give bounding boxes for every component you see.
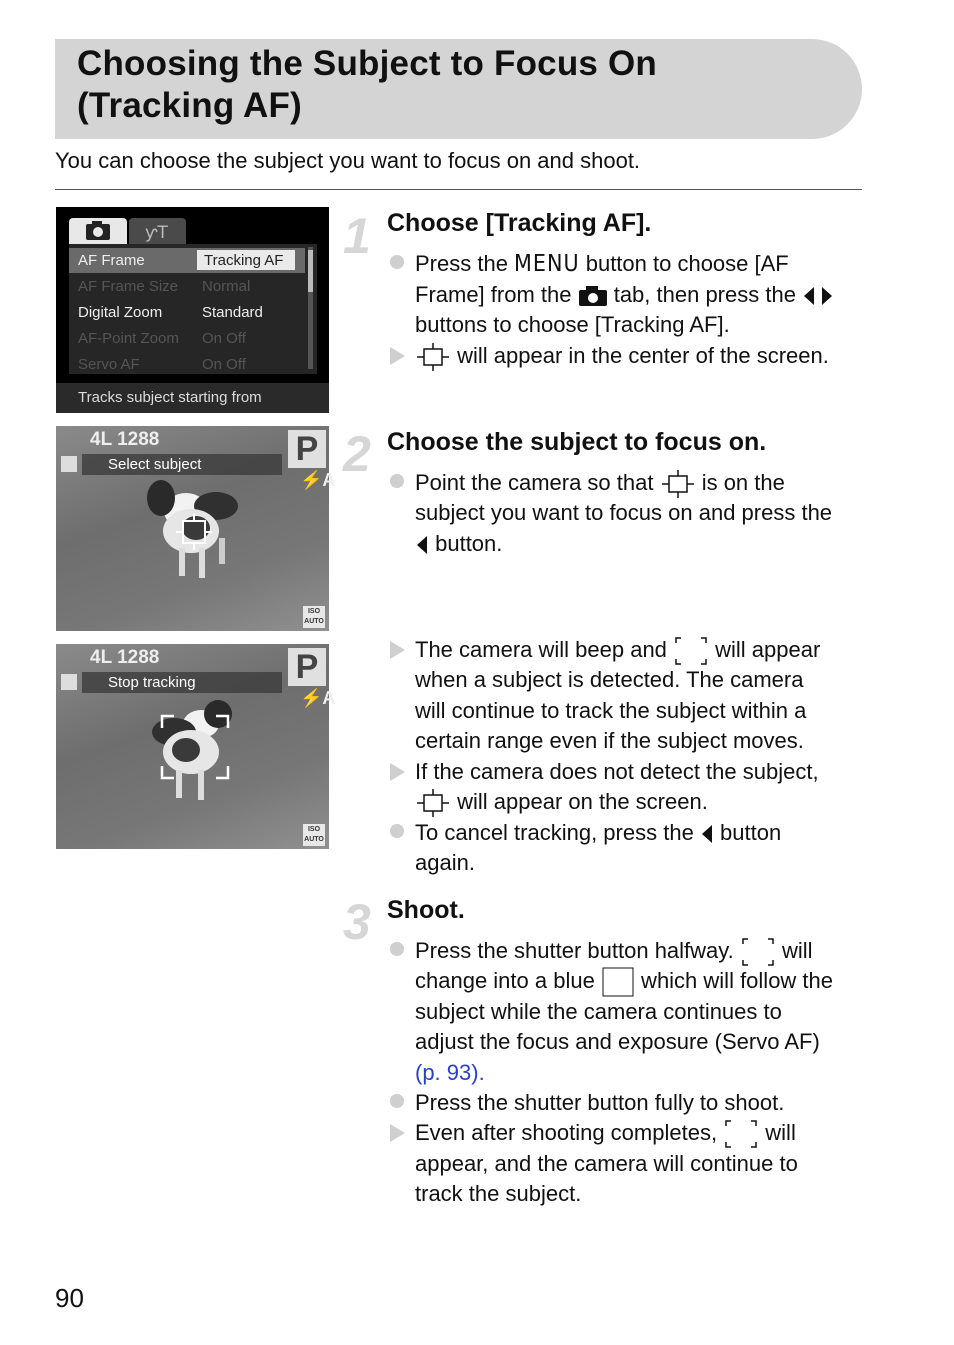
svg-text:ƴT: ƴT: [145, 223, 168, 243]
menu-hint: Tracks subject starting from: [56, 383, 329, 413]
left-right-arrows-icon: [802, 285, 834, 307]
status-bar: Select subject: [82, 454, 282, 475]
step-3-line: track the subject.: [415, 1181, 582, 1206]
step-2-line: will appear on the screen.: [415, 787, 708, 818]
camera-tab: [69, 218, 127, 244]
bullet-circle: [390, 942, 404, 956]
select-subject-screen: [56, 426, 336, 631]
divider: [55, 189, 862, 190]
tools-icon: [129, 218, 186, 244]
settings-tab: [129, 218, 186, 244]
step-1-heading: Choose [Tracking AF].: [387, 209, 652, 237]
iso-auto-icon: ISO AUTO: [303, 824, 325, 846]
menu-row-digital-zoom: Digital Zoom Standard: [78, 304, 263, 321]
flash-icon: ⚡A: [300, 470, 336, 490]
left-arrow-icon: [700, 823, 714, 845]
tracking-frame-icon: [673, 635, 709, 667]
flash-icon: ⚡A: [300, 688, 336, 708]
bullet-triangle: [390, 763, 405, 781]
step-2-line: The camera will beep and will appear: [415, 635, 820, 667]
menu-row-servo-af: Servo AF On Off: [78, 356, 246, 373]
left-arrow-icon: [415, 534, 429, 556]
page-reference-link[interactable]: (p. 93).: [415, 1060, 485, 1085]
step-2-line: certain range even if the subject moves.: [415, 728, 804, 753]
step-3-line: subject while the camera continues to: [415, 999, 782, 1024]
step-2-line: subject you want to focus on and press the: [415, 500, 833, 525]
title-line-1: Choosing the Subject to Focus On: [77, 44, 658, 83]
bullet-triangle: [390, 1124, 405, 1142]
title-banner: [55, 39, 862, 139]
bullet-triangle: [390, 347, 405, 365]
step-3-line: adjust the focus and exposure (Servo AF): [415, 1029, 820, 1054]
menu-row-af-frame: AF Frame Tracking AF: [69, 248, 305, 273]
camera-icon: [69, 218, 127, 244]
step-number-2: 2: [343, 426, 371, 482]
image-size-readout: 4L 1288: [90, 429, 160, 450]
page-title: [77, 43, 657, 127]
menu-row-af-point-zoom: AF-Point Zoom On Off: [78, 330, 246, 347]
iso-auto-icon: ISO AUTO: [303, 606, 325, 628]
step-3-line: appear, and the camera will continue to: [415, 1151, 798, 1176]
step-2-line: To cancel tracking, press the button: [415, 820, 782, 845]
tracking-frame-icon: [723, 1118, 759, 1150]
tracking-screen: [56, 644, 336, 849]
camera-menu-screen: [56, 207, 329, 413]
lock-icon: [61, 674, 77, 690]
step-2-line: If the camera does not detect the subject,: [415, 759, 819, 784]
title-line-2: (Tracking AF): [77, 86, 302, 125]
step-2-line: when a subject is detected. The camera: [415, 667, 804, 692]
bullet-circle: [390, 474, 404, 488]
tracking-frame-icon: [740, 936, 776, 968]
step-2-line: button.: [415, 529, 502, 559]
af-frame-icon: [174, 512, 214, 552]
step-number-1: 1: [343, 208, 371, 264]
menu-tabs: [69, 218, 186, 244]
bullet-triangle: [390, 641, 405, 659]
menu-button-label: MENU: [514, 251, 580, 277]
af-frame-icon: [660, 469, 696, 499]
step-1-line: buttons to choose [Tracking AF].: [415, 312, 730, 337]
step-3-line: Even after shooting completes, will: [415, 1118, 796, 1150]
step-2-line: will continue to track the subject within a: [415, 698, 807, 723]
step-2-line: again.: [415, 850, 475, 875]
tracking-frame-icon: [160, 714, 230, 780]
page-number: 90: [55, 1283, 84, 1313]
step-3-line: change into a blue which will follow the: [415, 966, 833, 998]
step-3-line: Press the shutter button halfway. will: [415, 936, 813, 968]
camera-icon: [578, 285, 608, 307]
bullet-circle: [390, 1094, 404, 1108]
step-2-heading: Choose the subject to focus on.: [387, 428, 767, 456]
lock-icon: [61, 456, 77, 472]
step-2-line: Point the camera so that is on the: [415, 468, 785, 499]
step-3-heading: Shoot.: [387, 896, 465, 924]
menu-row-af-frame-size: AF Frame Size Normal: [78, 278, 251, 295]
image-size-readout: 4L 1288: [90, 647, 160, 668]
step-1-line: Frame] from the tab, then press the: [415, 280, 834, 310]
af-frame-icon: [415, 342, 451, 372]
bullet-circle: [390, 824, 404, 838]
scrollbar-thumb: [308, 250, 313, 292]
step-3-line: Press the shutter button fully to shoot.: [415, 1090, 785, 1115]
af-frame-icon: [415, 788, 451, 818]
shooting-mode-badge: P: [288, 648, 326, 686]
shooting-mode-badge: P: [288, 430, 326, 468]
menu-list: [69, 244, 317, 374]
bullet-circle: [390, 255, 404, 269]
blue-frame-icon: [601, 966, 635, 998]
intro-text: You can choose the subject you want to focus on and shoot.: [55, 148, 641, 173]
step-1-line: will appear in the center of the screen.: [415, 341, 829, 372]
step-1-line: Press the MENU button to choose [AF: [415, 251, 789, 277]
step-number-3: 3: [343, 894, 371, 950]
status-bar: Stop tracking: [82, 672, 282, 693]
